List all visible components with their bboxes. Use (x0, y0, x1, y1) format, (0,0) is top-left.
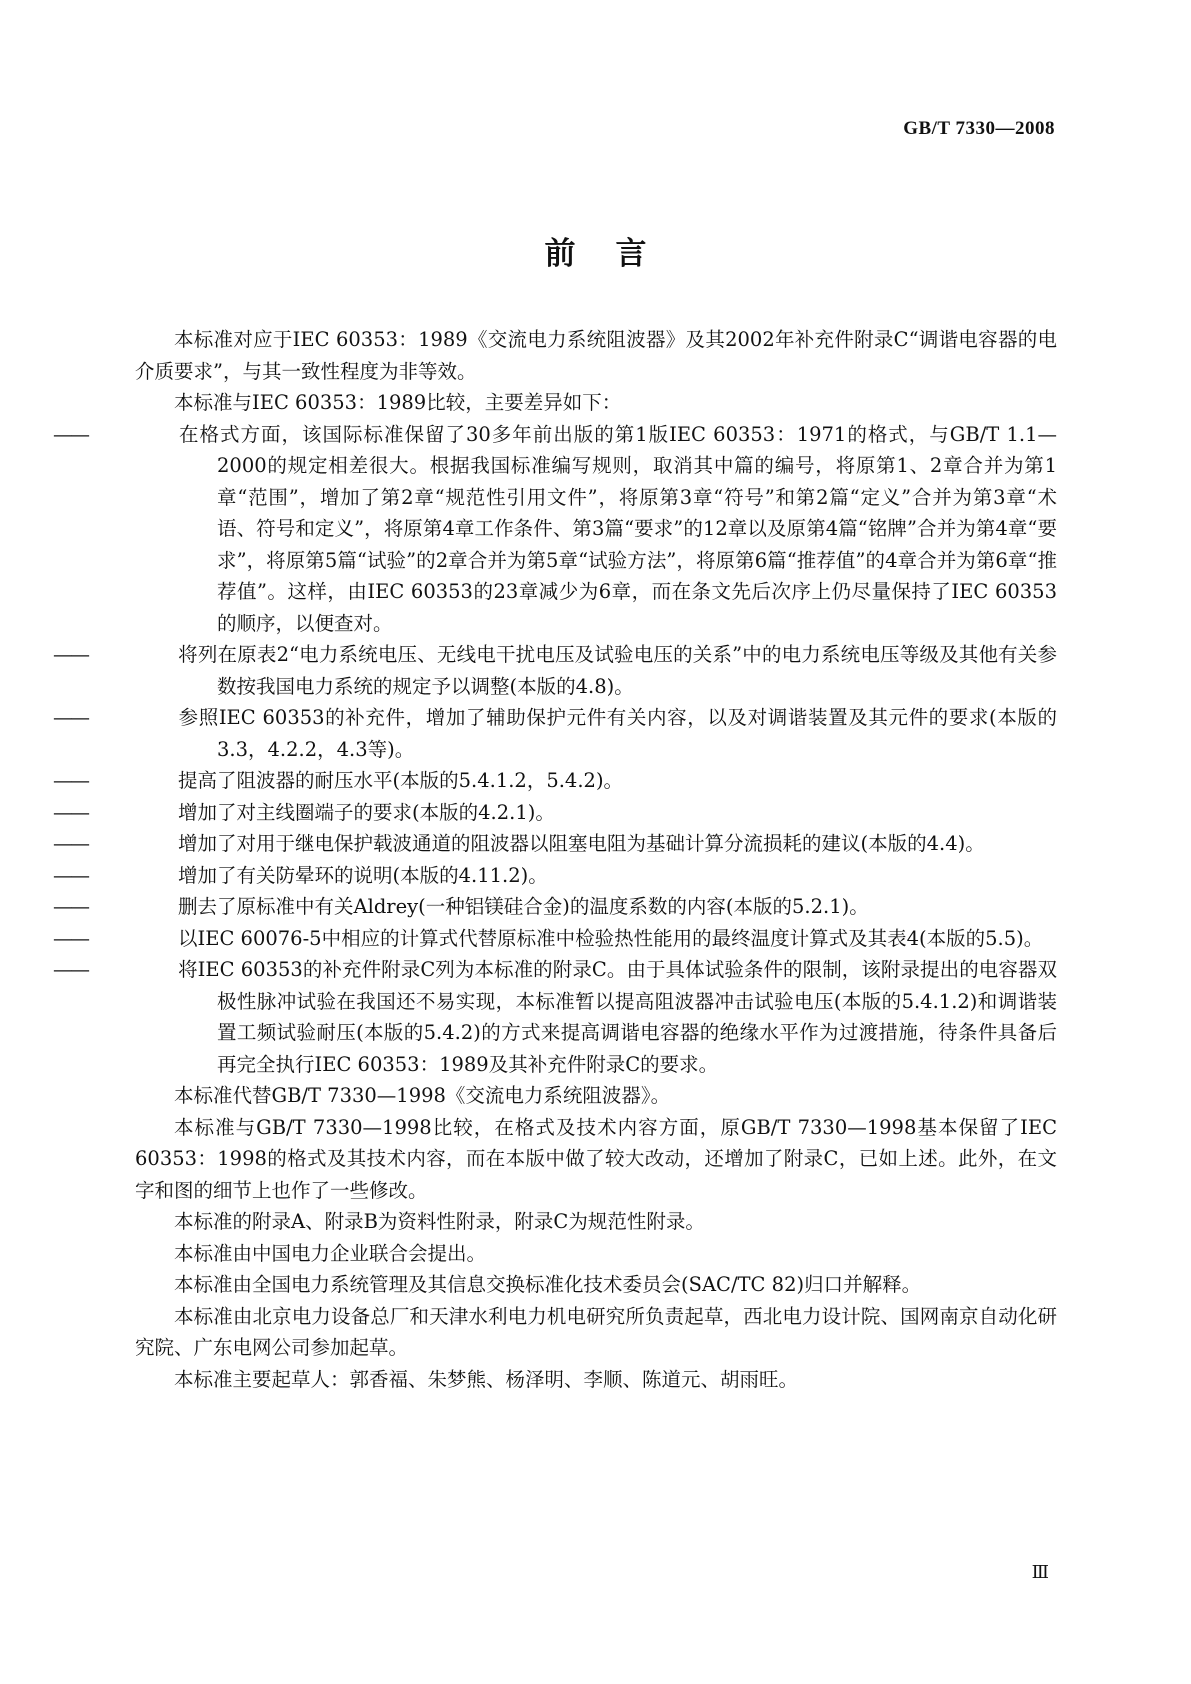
list-item-text: 增加了对主线圈端子的要求(本版的4.2.1)。 (178, 800, 555, 824)
list-item-text: 参照IEC 60353的补充件，增加了辅助保护元件有关内容，以及对调谐装置及其元件的要求(本版的3.3，4.2.2，4.3等)。 (178, 706, 1057, 761)
list-item (53, 923, 1057, 955)
list-item-text: 增加了有关防晕环的说明(本版的4.11.2)。 (178, 863, 548, 887)
dash: —— (53, 706, 88, 729)
list-item-text: 将IEC 60353的补充件附录C列为本标准的附录C。由于具体试验条件的限制，该附录提出的电容器双极性脉冲试验在我国还不易实现，本标准暂以提高阻波器冲击试验电压(本版的5.4.1.2)和调谐装置工频试验耐压(本版的5.4.2)的方式来提高调谐电容器的绝缘水平作为过渡措施，待条件具备后再完全执行IEC 60353：1989及其补充件附录C的要求。 (178, 958, 1057, 1076)
dash: —— (53, 926, 88, 950)
paragraph: 本标准主要起草人：郭香福、朱梦熊、杨泽明、李顺、陈道元、胡雨旺。 (174, 1367, 799, 1391)
paragraph: 本标准与GB/T 7330—1998比较，在格式及技术内容方面，原GB/T 7330—1998基本保留了IEC 60353：1998的格式及其技术内容，而在本版中做了较大改动，还增加了附录C，已如上述。此外，在文字和图的细节上也作了一些修改。 (135, 1115, 1057, 1202)
dash: —— (53, 832, 88, 855)
dash: —— (53, 800, 88, 824)
list-item (53, 954, 1057, 1080)
dash: —— (53, 422, 88, 446)
list-item-text: 在格式方面，该国际标准保留了30多年前出版的第1版IEC 60353：1971的格式，与GB/T 1.1—2000的规定相差很大。根据我国标准编写规则，取消其中篇的编号，将原第1、2章合并为第1章“范围”，增加了第2章“规范性引用文件”，将原第3章“符号”和第2篇“定义”合并为第3章“术语、符号和定义”，将原第4章工作条件、第3篇“要求”的12章以及原第4篇“铭牌”合并为第4章“要求”，将原第5篇“试验”的2章合并为第5章“试验方法”，将原第6篇“推荐值”的4章合并为第6章“推荐值”。这样，由IEC 60353的23章减少为6章，而在条文先后次序上仍尽量保持了IEC 60353的顺序，以便查对。 (178, 422, 1057, 635)
paragraph: 本标准由北京电力设备总厂和天津水利电力机电研究所负责起草，西北电力设计院、国网南京自动化研究院、广东电网公司参加起草。 (135, 1304, 1057, 1359)
paragraph: 本标准的附录A、附录B为资料性附录，附录C为规范性附录。 (174, 1210, 705, 1233)
paragraph: 本标准与IEC 60353：1989比较，主要差异如下： (174, 391, 622, 414)
list-item (53, 419, 1057, 640)
paragraph: 本标准由中国电力企业联合会提出。 (174, 1241, 487, 1265)
list-item-text: 删去了原标准中有关Aldrey(一种铝镁硅合金)的温度系数的内容(本版的5.2.1)。 (178, 895, 869, 918)
list-item (53, 702, 1057, 765)
dash: —— (53, 769, 88, 792)
list-item-text: 增加了对用于继电保护载波通道的阻波器以阻塞电阻为基础计算分流损耗的建议(本版的4.4)。 (178, 832, 985, 855)
paragraph: 本标准对应于IEC 60353：1989《交流电力系统阻波器》及其2002年补充件附录C“调谐电容器的电介质要求”，与其一致性程度为非等效。 (135, 328, 1057, 383)
dash: —— (53, 643, 88, 666)
list-item-text: 提高了阻波器的耐压水平(本版的5.4.1.2，5.4.2)。 (178, 769, 624, 792)
list-item (53, 860, 1057, 892)
list-item (53, 828, 1057, 860)
dash: —— (53, 958, 88, 981)
list-item (53, 765, 1057, 797)
paragraph: 本标准代替GB/T 7330—1998《交流电力系统阻波器》。 (174, 1084, 671, 1107)
list-item (53, 797, 1057, 829)
list-item-text: 将列在原表2“电力系统电压、无线电干扰电压及试验电压的关系”中的电力系统电压等级及其他有关参数按我国电力系统的规定予以调整(本版的4.8)。 (178, 643, 1057, 698)
document-body (53, 324, 1057, 1395)
list-item-text: 以IEC 60076-5中相应的计算式代替原标准中检验热性能用的最终温度计算式及其表4(本版的5.5)。 (178, 926, 1044, 950)
dash: —— (53, 863, 88, 887)
page-title: 前言 (544, 236, 687, 272)
standard-code: GB/T 7330—2008 (903, 118, 1055, 139)
dash: —— (53, 895, 88, 918)
list-item (53, 639, 1057, 702)
page-number: Ⅲ (1031, 1562, 1049, 1582)
paragraph: 本标准由全国电力系统管理及其信息交换标准化技术委员会(SAC/TC 82)归口并解释。 (174, 1273, 922, 1296)
list-item (53, 891, 1057, 923)
